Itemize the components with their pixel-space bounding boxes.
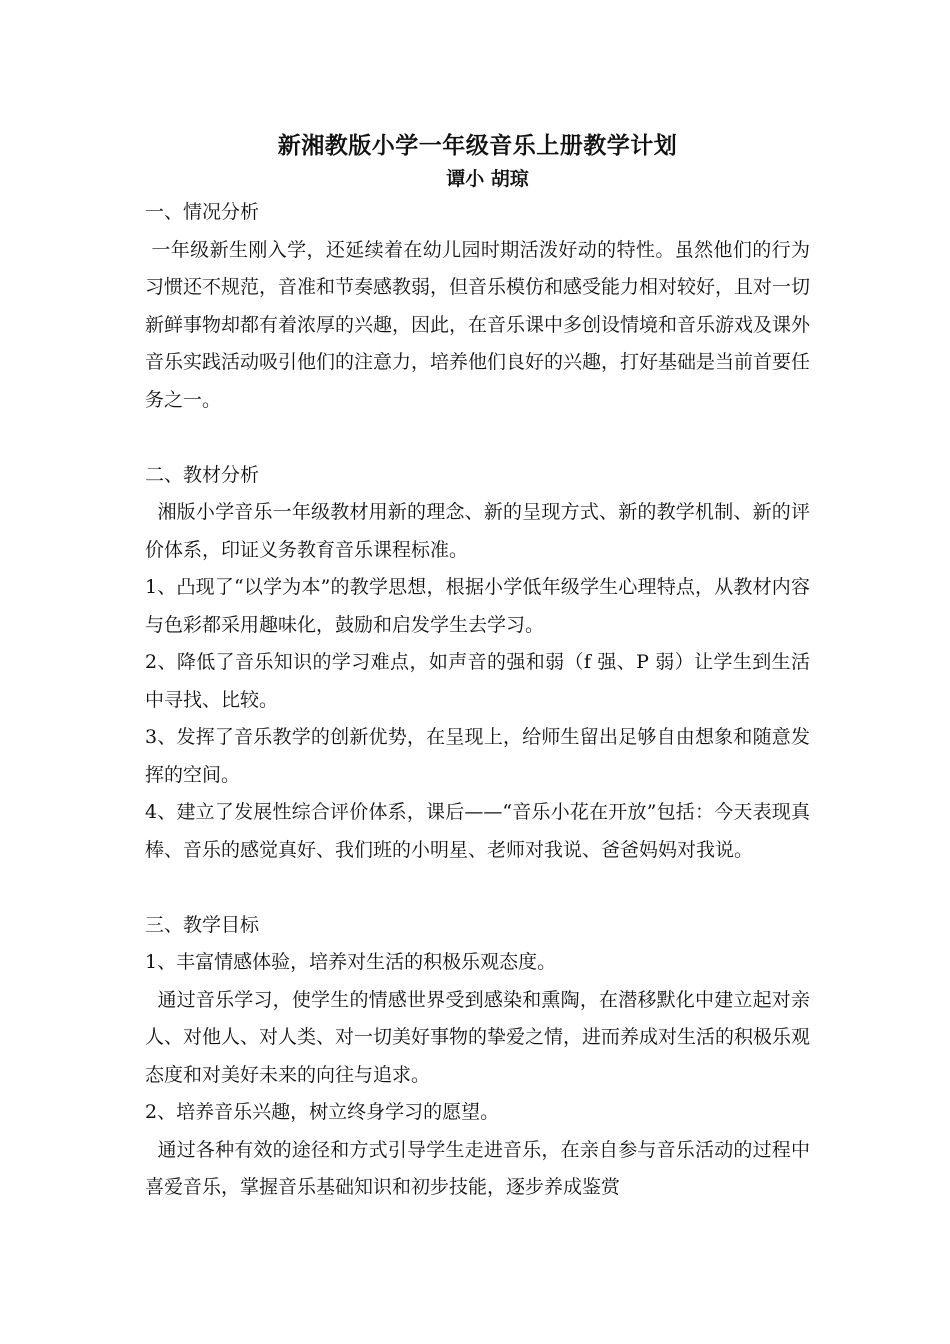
blank-line	[145, 419, 810, 457]
list-item: 2、降低了音乐知识的学习难点，如声音的强和弱（f 强、P 弱）让学生到生活中寻找、比较。	[145, 651, 810, 711]
document-author: 谭小 胡琼	[446, 168, 529, 190]
section-heading-1: 一、情况分析	[145, 201, 260, 223]
list-item: 1、凸现了“以学为本”的教学思想，根据小学低年级学生心理特点，从教材内容与色彩都采用趣味化，鼓励和启发学生去学习。	[145, 576, 810, 636]
paragraph: 通过各种有效的途径和方式引导学生走进音乐，在亲自参与音乐活动的过程中喜爱音乐，掌握音乐基础知识和初步技能，逐步养成鉴赏	[145, 1138, 810, 1198]
paragraph: 湘版小学音乐一年级教材用新的理念、新的呈现方式、新的教学机制、新的评价体系，印证义务教育音乐课程标准。	[145, 501, 810, 561]
section-heading-2: 二、教材分析	[145, 463, 260, 486]
blank-line	[145, 869, 810, 907]
document-title: 新湘教版小学一年级音乐上册教学计划	[277, 133, 678, 159]
section-heading-3: 三、教学目标	[145, 913, 260, 936]
paragraph: 一年级新生刚入学，还延续着在幼儿园时期活泼好动的特性。虽然他们的行为习惯还不规范，音准和节奏感教弱，但音乐模仿和感受能力相对较好，且对一切新鲜事物却都有着浓厚的兴趣，因此，在音乐课中多创设情境和音乐游戏及课外音乐实践活动吸引他们的注意力，培养他们良好的兴趣，打好基础是当前首要任务之一。	[145, 238, 811, 411]
list-item: 3、发挥了音乐教学的创新优势，在呈现上，给师生留出足够自由想象和随意发挥的空间。	[145, 726, 810, 786]
list-item: 2、培养音乐兴趣，树立终身学习的愿望。	[145, 1101, 500, 1123]
paragraph: 通过音乐学习，使学生的情感世界受到感染和熏陶，在潜移默化中建立起对亲人、对他人、对人类、对一切美好事物的挚爱之情，进而养成对生活的积极乐观态度和对美好未来的向往与追求。	[145, 988, 811, 1086]
list-item: 1、丰富情感体验，培养对生活的积极乐观态度。	[145, 951, 557, 973]
list-item: 4、建立了发展性综合评价体系，课后——“音乐小花在开放”包括：今天表现真棒、音乐的感觉真好、我们班的小明星、老师对我说、爸爸妈妈对我说。	[145, 801, 810, 861]
document-page	[145, 128, 810, 1207]
